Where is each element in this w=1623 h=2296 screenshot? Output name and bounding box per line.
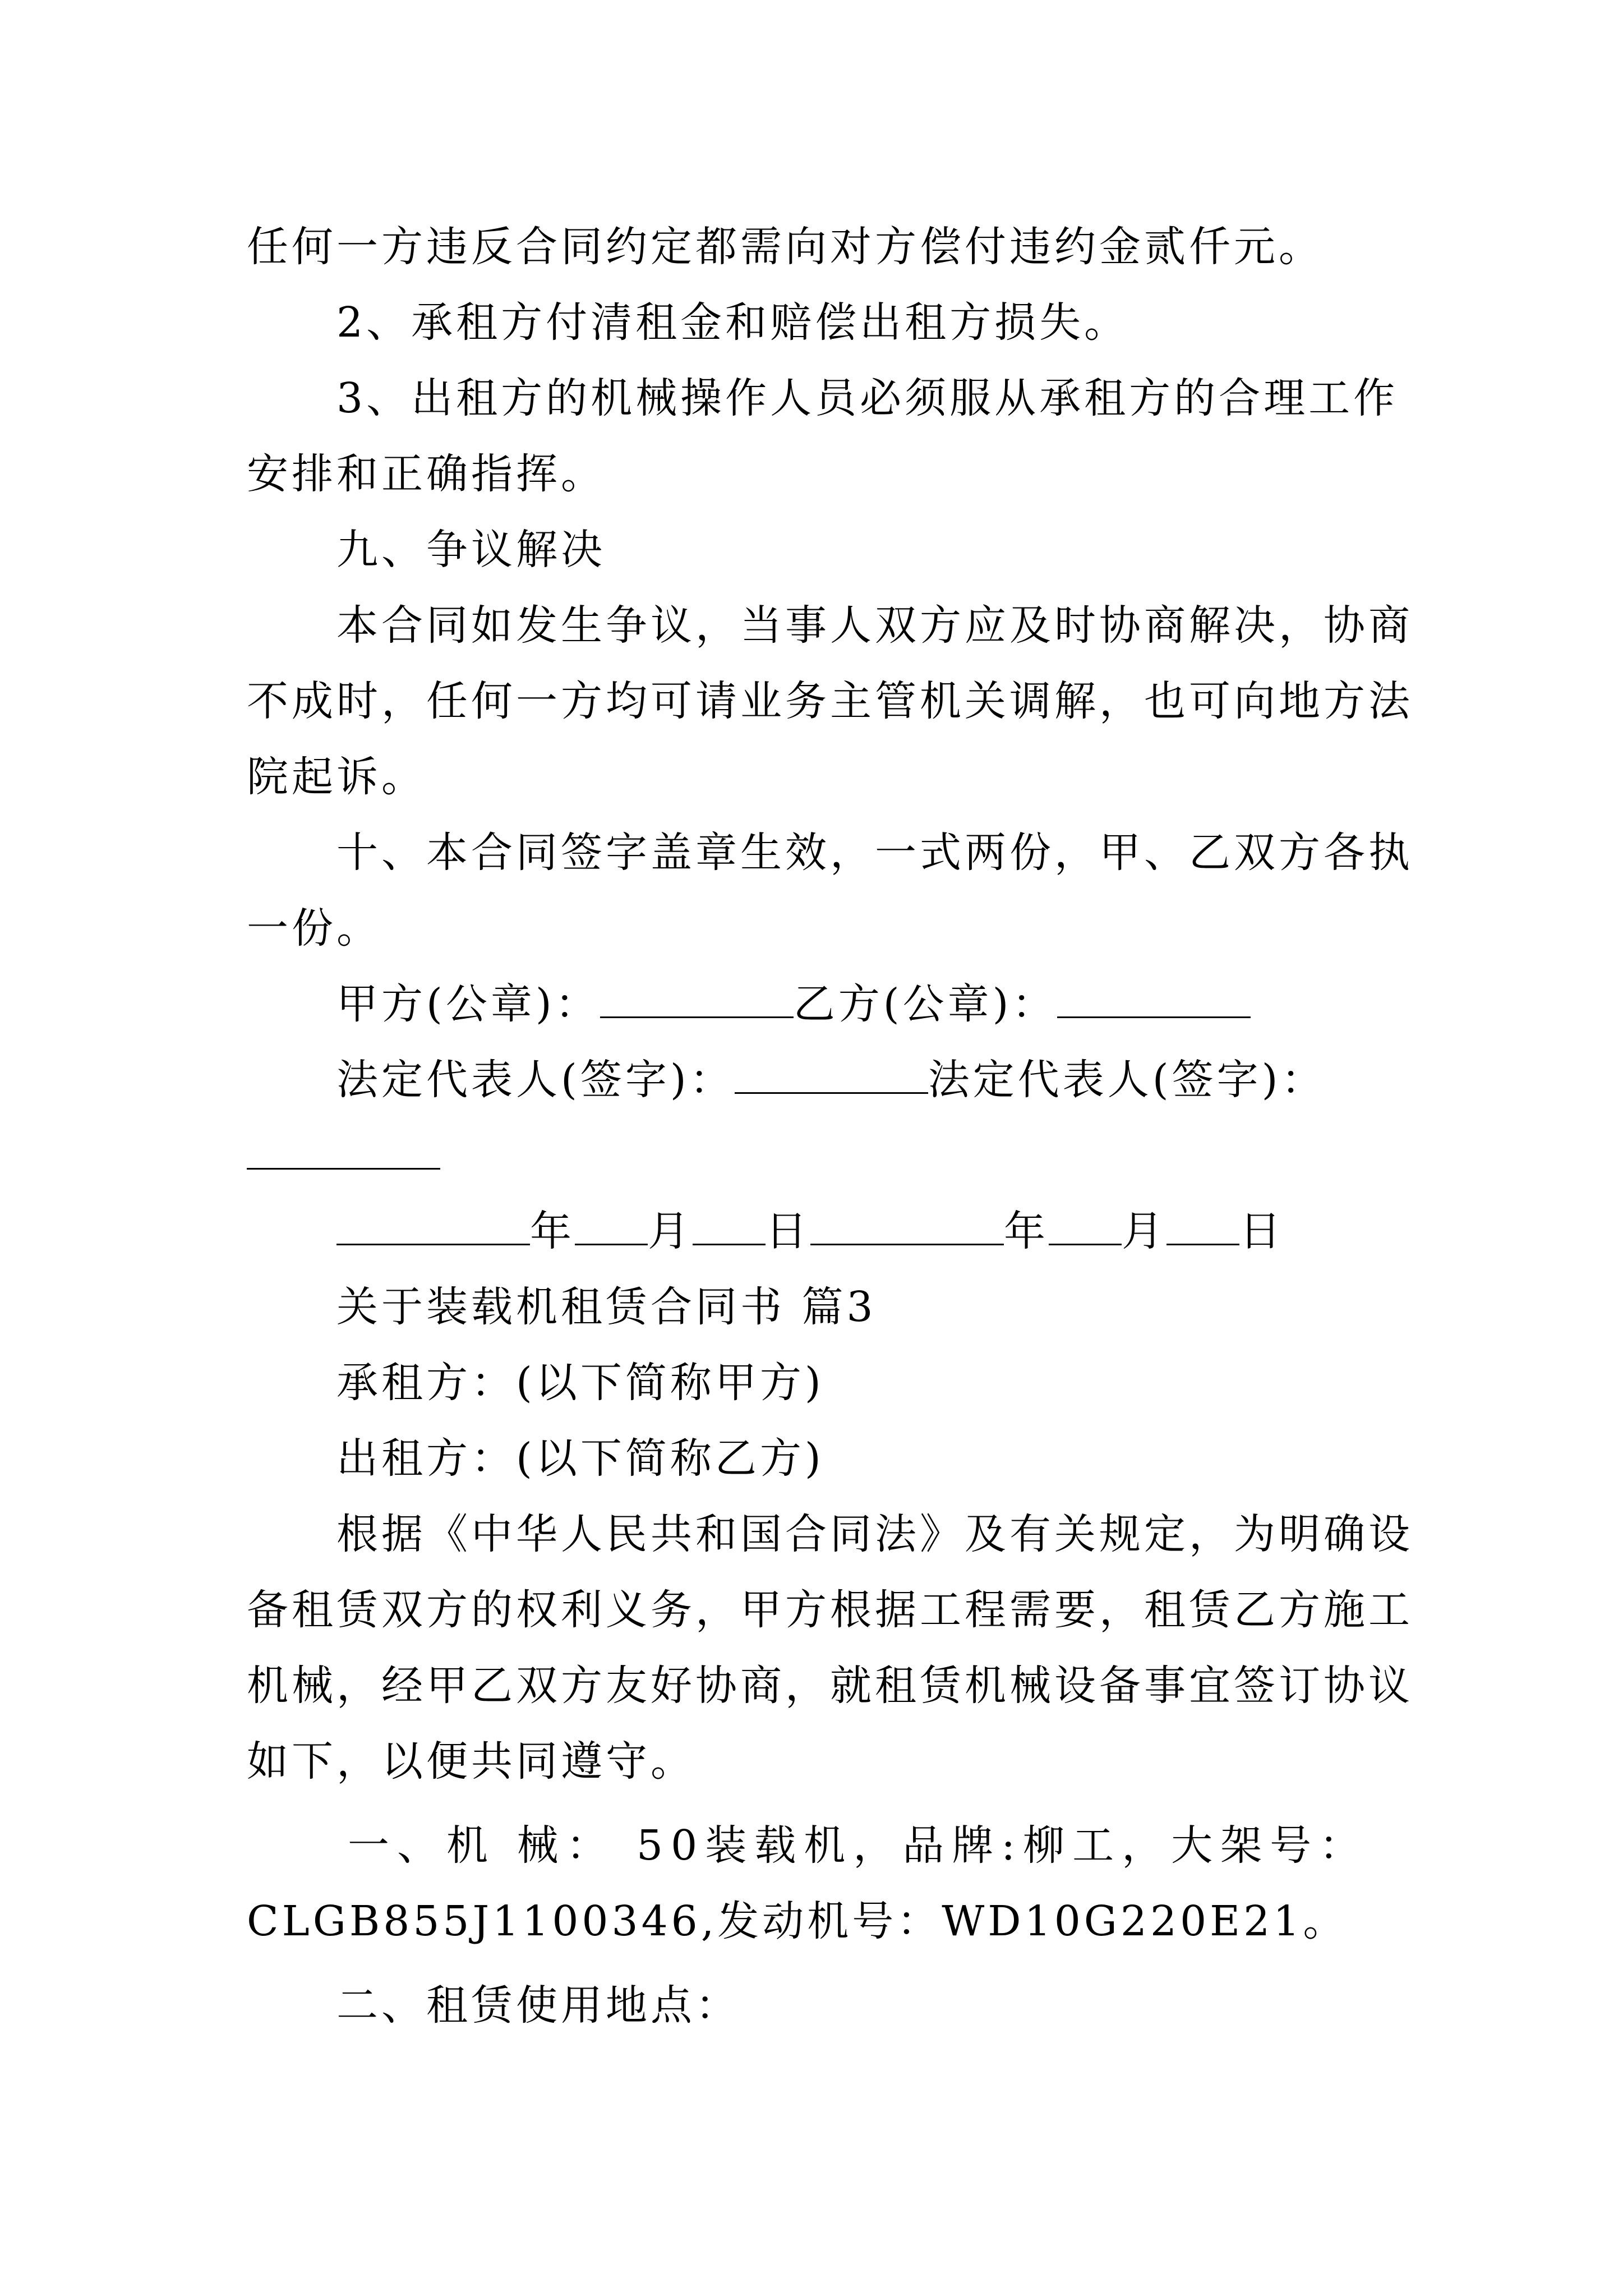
rep-a-label: 法定代表人(签字)： (336, 1056, 735, 1104)
year-blank (336, 1203, 530, 1245)
text-line: 机械，经甲乙双方友好协商，就租赁机械设备事宜签订协议 (247, 1662, 1413, 1710)
text-line: 不成时，任何一方均可请业务主管机关调解，也可向地方法 (247, 677, 1413, 725)
lessor-line: 出租方：(以下简称乙方) (336, 1434, 824, 1483)
date-line (336, 1203, 1486, 1259)
text-line: 如下，以便共同遵守。 (247, 1737, 695, 1786)
text-line: 本合同如发生争议，当事人双方应及时协商解决，协商 (336, 601, 1413, 650)
text-line: 根据《中华人民共和国合同法》及有关规定，为明确设 (336, 1510, 1413, 1558)
party-a-blank (600, 976, 794, 1018)
text-line: 院起诉。 (247, 753, 426, 801)
rep-b-blank (247, 1128, 440, 1170)
party-b-label: 乙方(公章)： (793, 980, 1057, 1028)
clause-2: 2、承租方付清租金和赔偿出租方损失。 (336, 298, 1129, 347)
text-line: 安排和正确指挥。 (247, 450, 606, 498)
day-blank (1166, 1203, 1239, 1245)
day-label: 日 (766, 1207, 810, 1255)
machine-serial-line: CLGB855J1100346,发动机号：WD10G220E21。 (247, 1897, 1348, 1945)
lessee-line: 承租方：(以下简称甲方) (336, 1359, 824, 1407)
party-seal-line (336, 976, 1486, 1032)
section-heading-effect: 十、本合同签字盖章生效，一式两份，甲、乙双方各执 (336, 829, 1413, 877)
clause-3: 3、出租方的机械操作人员必须服从承租方的合理工作 (336, 374, 1399, 422)
rep-b-label: 法定代表人(签字)： (928, 1056, 1326, 1104)
month-label: 月 (648, 1207, 693, 1255)
year-label: 年 (530, 1207, 575, 1255)
party-b-blank (1057, 976, 1251, 1018)
month-blank (1049, 1203, 1122, 1245)
year-label: 年 (1004, 1207, 1049, 1255)
text-line: 备租赁双方的权利义务，甲方根据工程需要，租赁乙方施工 (247, 1586, 1413, 1634)
month-blank (575, 1203, 648, 1245)
representative-line (336, 1052, 1486, 1108)
machine-line: 一、机 械： 50装载机，品牌:柳工，大架号： (348, 1821, 1369, 1870)
month-label: 月 (1122, 1207, 1166, 1255)
rep-b-blank-line (247, 1128, 1396, 1184)
day-blank (693, 1203, 766, 1245)
year-blank (810, 1203, 1004, 1245)
article-heading: 关于装载机租赁合同书 篇3 (336, 1283, 877, 1331)
text-line: 任何一方违反合同约定都需向对方偿付违约金贰仟元。 (247, 223, 1324, 271)
rep-a-blank (735, 1052, 928, 1094)
party-a-label: 甲方(公章)： (336, 980, 600, 1028)
section-heading-dispute: 九、争议解决 (336, 526, 606, 574)
day-label: 日 (1239, 1207, 1284, 1255)
text-line: 一份。 (247, 904, 381, 953)
location-line: 二、租赁使用地点： (336, 1981, 740, 2030)
